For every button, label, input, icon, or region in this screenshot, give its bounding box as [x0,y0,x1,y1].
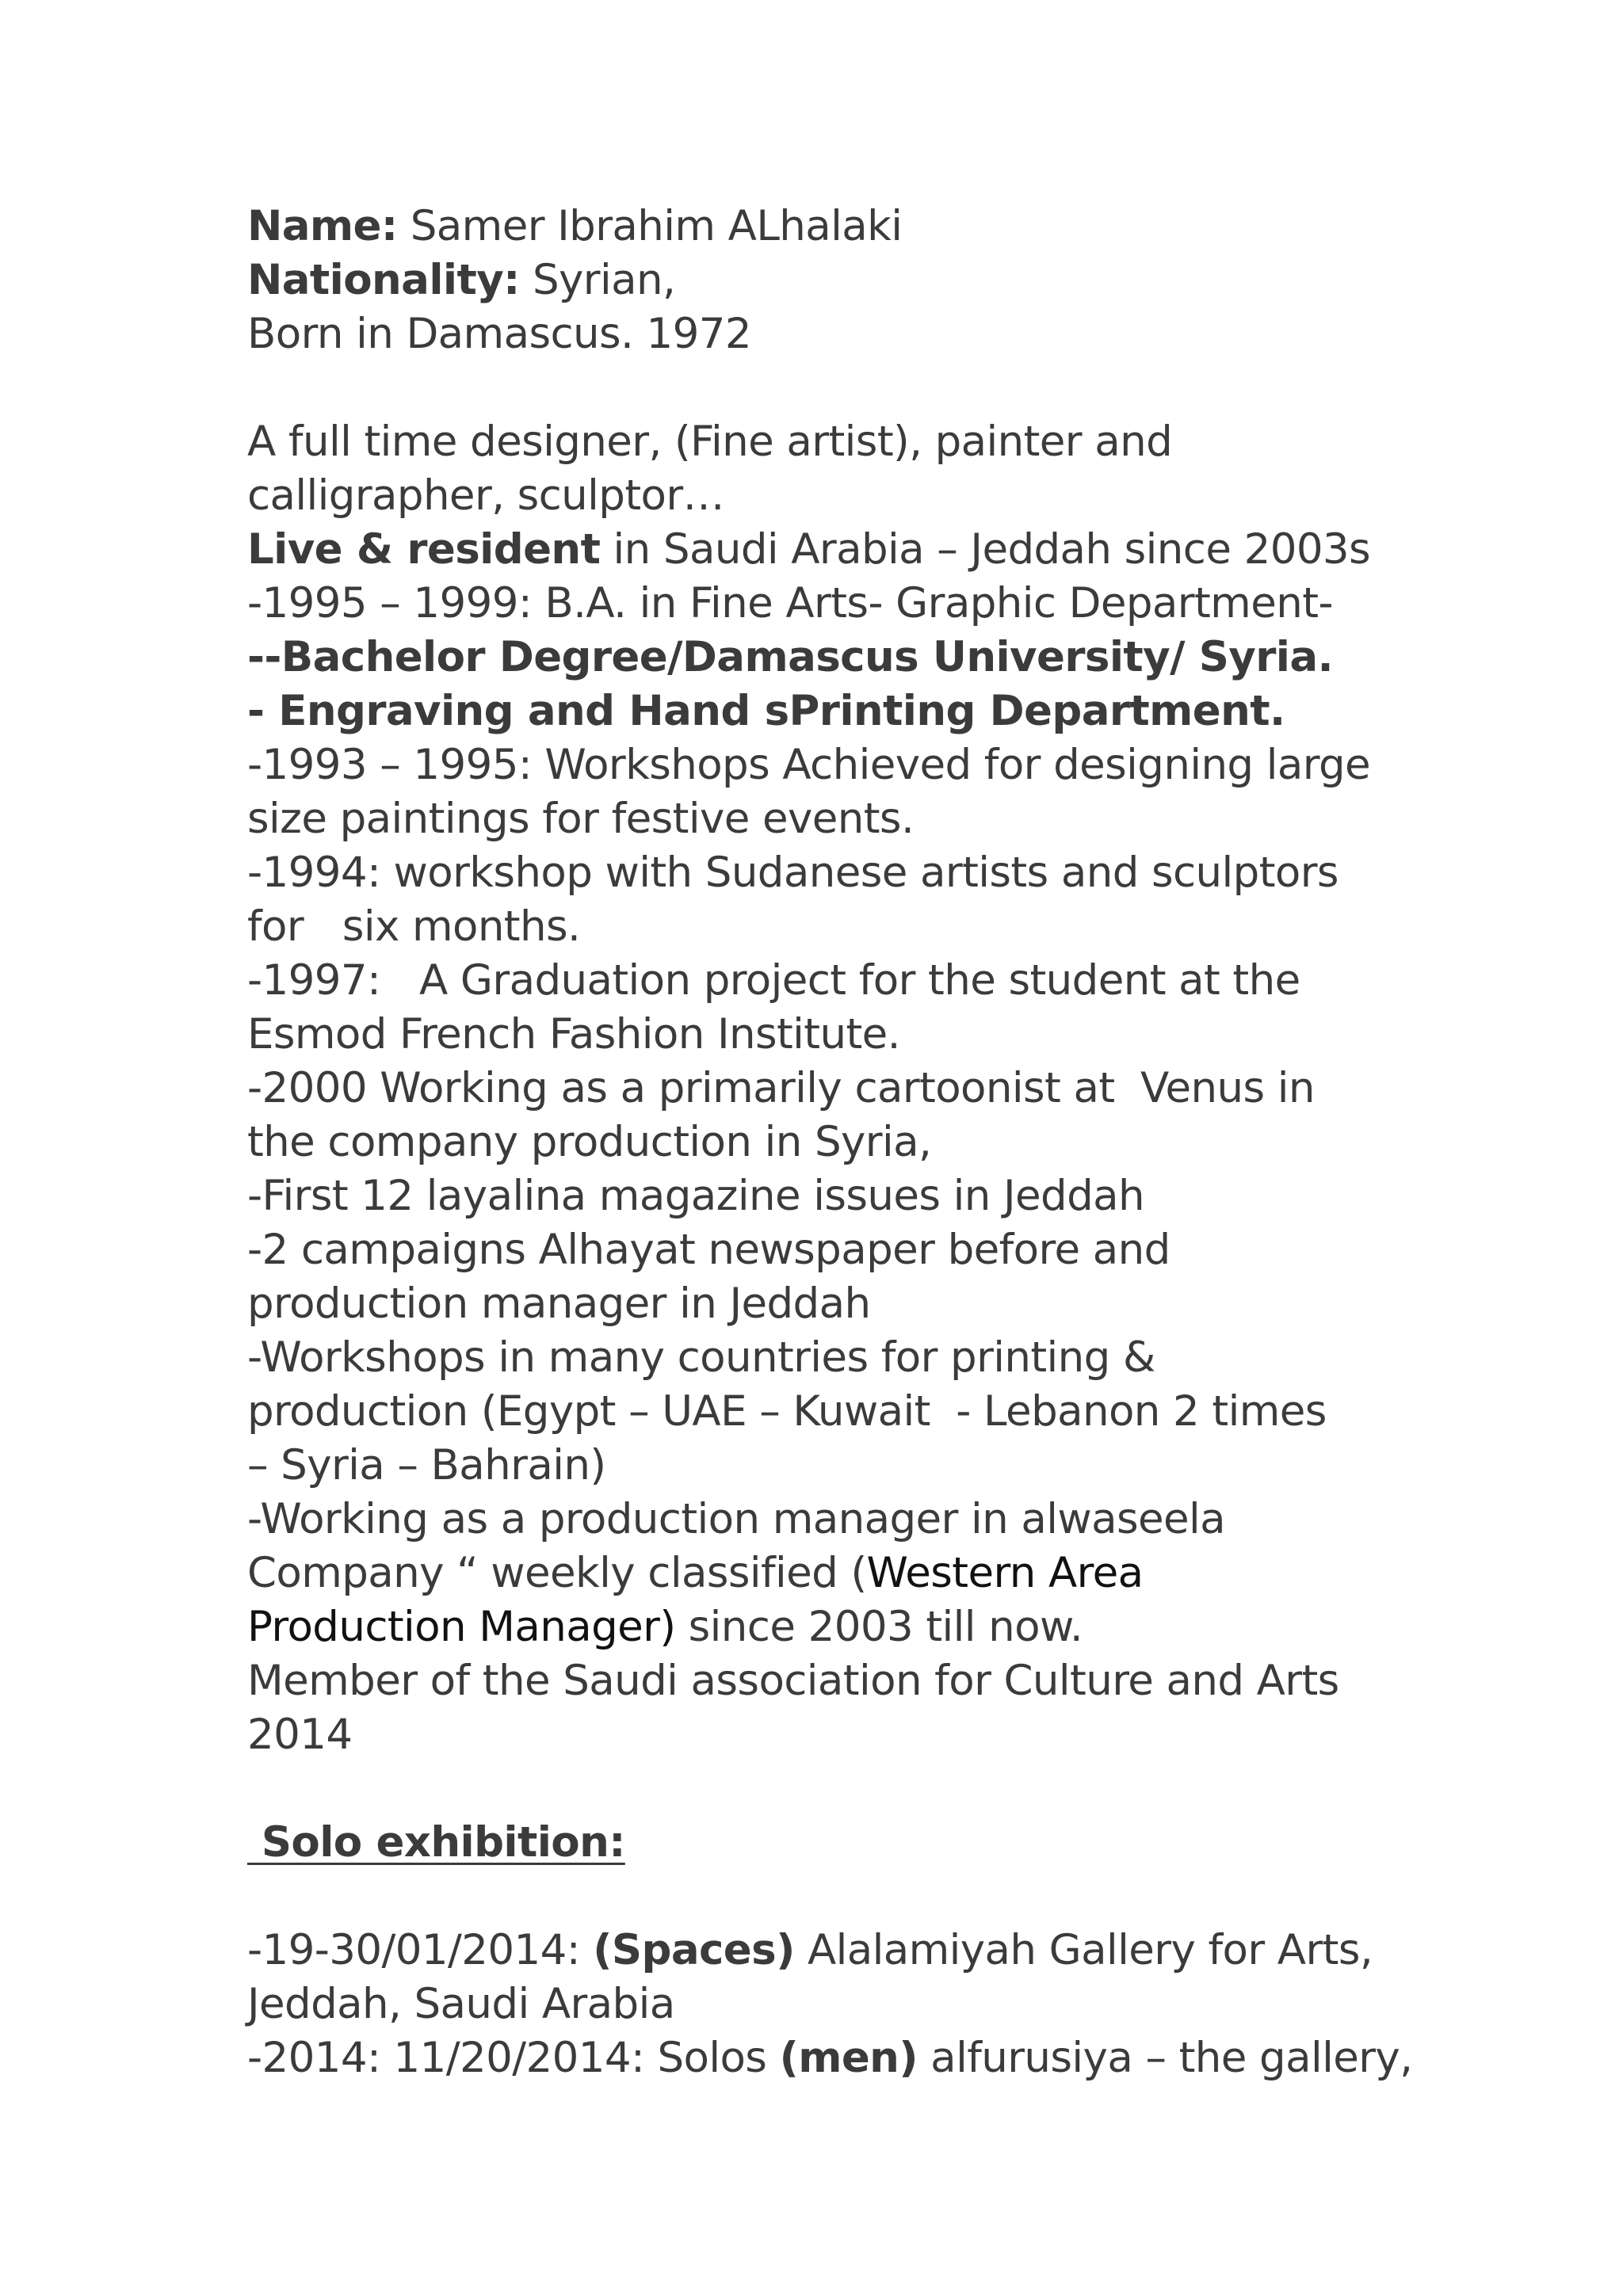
alhayat-line-2: production manager in Jeddah [247,1280,871,1328]
exhibition-spaces-venue: Alalamiyah Gallery for Arts, [794,1926,1373,1974]
workshop-1994-line-1: -1994: workshop with Sudanese artists and sculptors [247,849,1338,897]
exhibition-spaces-date: -19-30/01/2014: [247,1926,594,1974]
countries-line-1: -Workshops in many countries for printing & [247,1333,1155,1382]
bachelor-degree-line: --Bachelor Degree/Damascus University/ Syria. [247,633,1334,681]
membership-line-1: Member of the Saudi association for Culture and Arts [247,1657,1339,1705]
graduation-project-line-2: Esmod French Fashion Institute. [247,1010,900,1058]
cv-document [247,200,1436,2085]
exhibition-spaces-line-1 [247,1924,1436,1978]
exhibition-men-date: -2014: 11/20/2014: Solos [247,2034,780,2082]
alwaseela-line-3 [247,1600,1436,1654]
venus-line-1: -2000 Working as a primarily cartoonist at Venus in [247,1064,1315,1112]
name-value: Samer Ibrahim ALhalaki [397,202,903,250]
alwaseela-line-2 [247,1547,1436,1600]
alwaseela-text: Company “ weekly classified ( [247,1549,867,1597]
engraving-department-line: - Engraving and Hand sPrinting Department. [247,687,1285,735]
name-label: Name: [247,202,398,250]
solo-exhibition-heading-line [247,1816,1436,1870]
exhibition-spaces-line-2: Jeddah, Saudi Arabia [247,1980,675,2028]
residence-label: Live & resident [247,525,601,574]
membership-line-2: 2014 [247,1711,353,1759]
name-line [247,200,1436,254]
intro-line-1: A full time designer, (Fine artist), painter and [247,418,1173,466]
solo-exhibition-heading: Solo exhibition: [247,1818,625,1867]
western-area-text: Western Area [866,1549,1144,1597]
exhibition-spaces-title: (Spaces) [593,1926,795,1974]
alwaseela-line-1: -Working as a production manager in alwaseela [247,1495,1225,1543]
spacer [247,1870,1436,1924]
production-manager-text: Production Manager) [247,1603,676,1651]
exhibition-men-venue: alfurusiya – the gallery, [917,2034,1413,2082]
residence-value: in Saudi Arabia – Jeddah since 2003s [600,525,1371,574]
birth-line: Born in Damascus. 1972 [247,310,751,358]
layalina-line: -First 12 layalina magazine issues in Jeddah [247,1172,1144,1220]
venus-line-2: the company production in Syria, [247,1118,932,1166]
countries-line-3: – Syria – Bahrain) [247,1441,606,1489]
workshop-1994-line-2: for six months. [247,902,581,951]
intro-line-2: calligrapher, sculptor… [247,471,724,520]
workshop-1993-line-1: -1993 – 1995: Workshops Achieved for designing large [247,741,1371,789]
exhibition-men-title: (men) [779,2034,918,2082]
spacer [247,361,1436,415]
residence-line [247,523,1436,577]
since-text: since 2003 till now. [675,1603,1083,1651]
nationality-label: Nationality: [247,256,520,304]
nationality-value: Syrian, [519,256,676,304]
education-line: -1995 – 1999: B.A. in Fine Arts- Graphic Department- [247,579,1333,627]
graduation-project-line-1: -1997: A Graduation project for the student at the [247,956,1300,1005]
spacer [247,1762,1436,1816]
alhayat-line-1: -2 campaigns Alhayat newspaper before and [247,1226,1170,1274]
nationality-line [247,254,1436,307]
exhibition-men-line [247,2031,1436,2085]
workshop-1993-line-2: size paintings for festive events. [247,795,915,843]
countries-line-2: production (Egypt – UAE – Kuwait - Lebanon 2 times [247,1387,1327,1436]
